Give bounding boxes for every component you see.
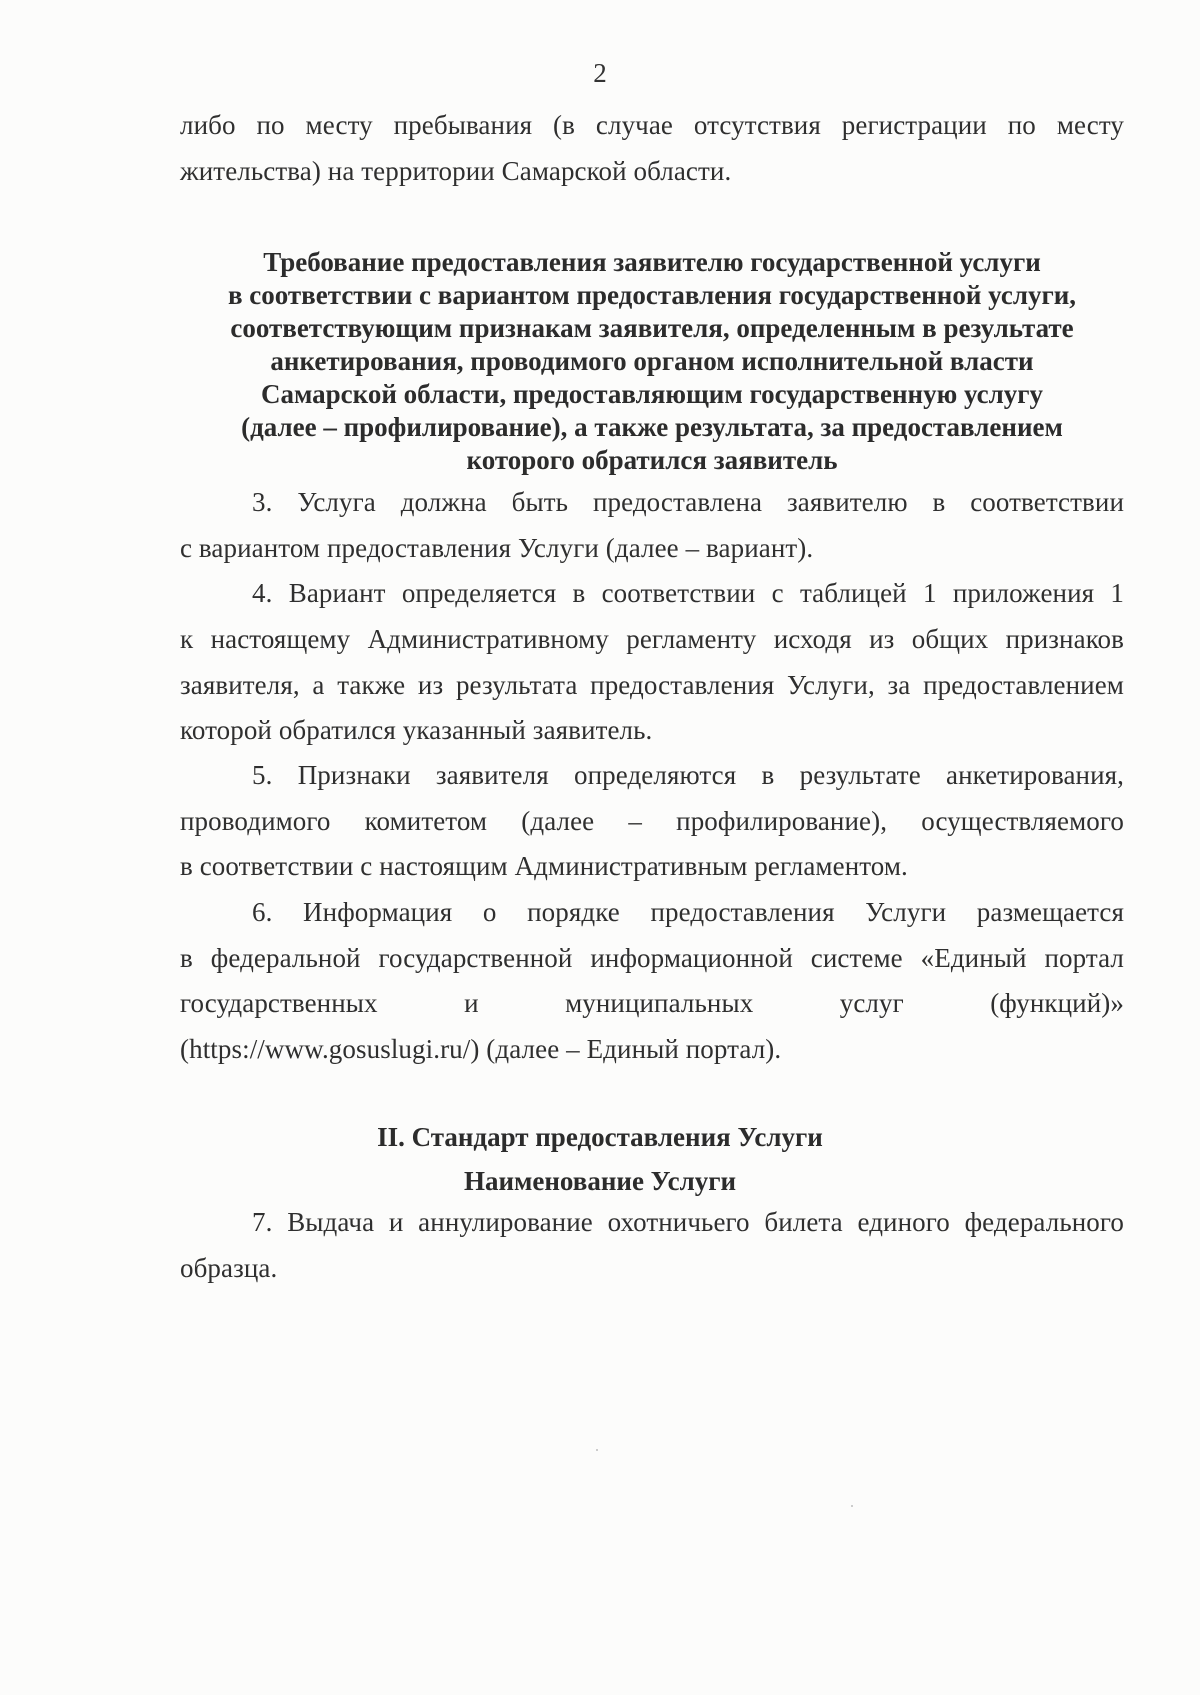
heading-line: Самарской области, предоставляющим государственную услугу — [260, 379, 1044, 409]
heading-line: Требование предоставления заявителю государственной услуги — [263, 247, 1041, 277]
heading-line: в соответствии с вариантом предоставления государственной услуги, — [227, 280, 1077, 310]
paragraph-5-line-1: 5. Признаки заявителя определяются в результате анкетирования, — [252, 760, 1124, 790]
heading-line: которого обратился заявитель — [466, 445, 838, 475]
word-uslug: услуг — [839, 988, 904, 1018]
paragraph-4-line-1: 4. Вариант определяется в соответствии с таблицей 1 приложения 1 — [252, 578, 1124, 608]
word-i: и — [464, 988, 479, 1018]
paragraph-5-line-2: проводимого комитетом (далее – профилирование), осуществляемого — [180, 806, 1124, 836]
word-funkciy: (функций)» — [990, 988, 1124, 1018]
paragraph-6-line-1: 6. Информация о порядке предоставления Услуги размещается — [252, 897, 1124, 927]
scan-speck — [851, 1505, 853, 1507]
scan-speck — [596, 1449, 598, 1451]
heading-line: (далее – профилирование), а также результата, за предоставлением — [241, 412, 1063, 442]
word-municipalnyh: муниципальных — [565, 988, 754, 1018]
paragraph-7-line-1: 7. Выдача и аннулирование охотничьего билета единого федерального — [252, 1207, 1124, 1237]
heading-line: анкетирования, проводимого органом исполнительной власти — [270, 346, 1034, 376]
intro-line-1: либо по месту пребывания (в случае отсутствия регистрации по месту — [180, 110, 1124, 140]
paragraph-7-line-2: образца. — [180, 1253, 278, 1283]
page-number: 2 — [593, 58, 607, 88]
paragraph-3-line-2: с вариантом предоставления Услуги (далее – вариант). — [180, 533, 814, 563]
word-gosudarstvennyh: государственных — [180, 988, 378, 1018]
section-title: II. Стандарт предоставления Услуги — [377, 1122, 823, 1152]
paragraph-5-line-3: в соответствии с настоящим Административным регламентом. — [180, 851, 908, 881]
section-subtitle: Наименование Услуги — [463, 1166, 737, 1196]
heading-line: соответствующим признакам заявителя, определенным в результате — [230, 313, 1074, 343]
paragraph-6-line-2: в федеральной государственной информационной системе «Единый портал — [180, 943, 1124, 973]
paragraph-6-line-3-spread — [180, 988, 1124, 1019]
paragraph-6-line-3 — [180, 988, 1124, 1019]
paragraph-3-line-1: 3. Услуга должна быть предоставлена заявителю в соответствии — [252, 487, 1124, 517]
paragraph-6-line-4: (https://www.gosuslugi.ru/) (далее – Единый портал). — [180, 1034, 782, 1064]
paragraph-4-line-3: заявителя, а также из результата предоставления Услуги, за предоставлением — [180, 670, 1124, 700]
intro-line-2: жительства) на территории Самарской области. — [180, 156, 732, 186]
paragraph-4-line-2: к настоящему Административному регламенту исходя из общих признаков — [180, 624, 1124, 654]
paragraph-4-line-4: которой обратился указанный заявитель. — [180, 715, 653, 745]
section-heading — [180, 246, 1124, 477]
